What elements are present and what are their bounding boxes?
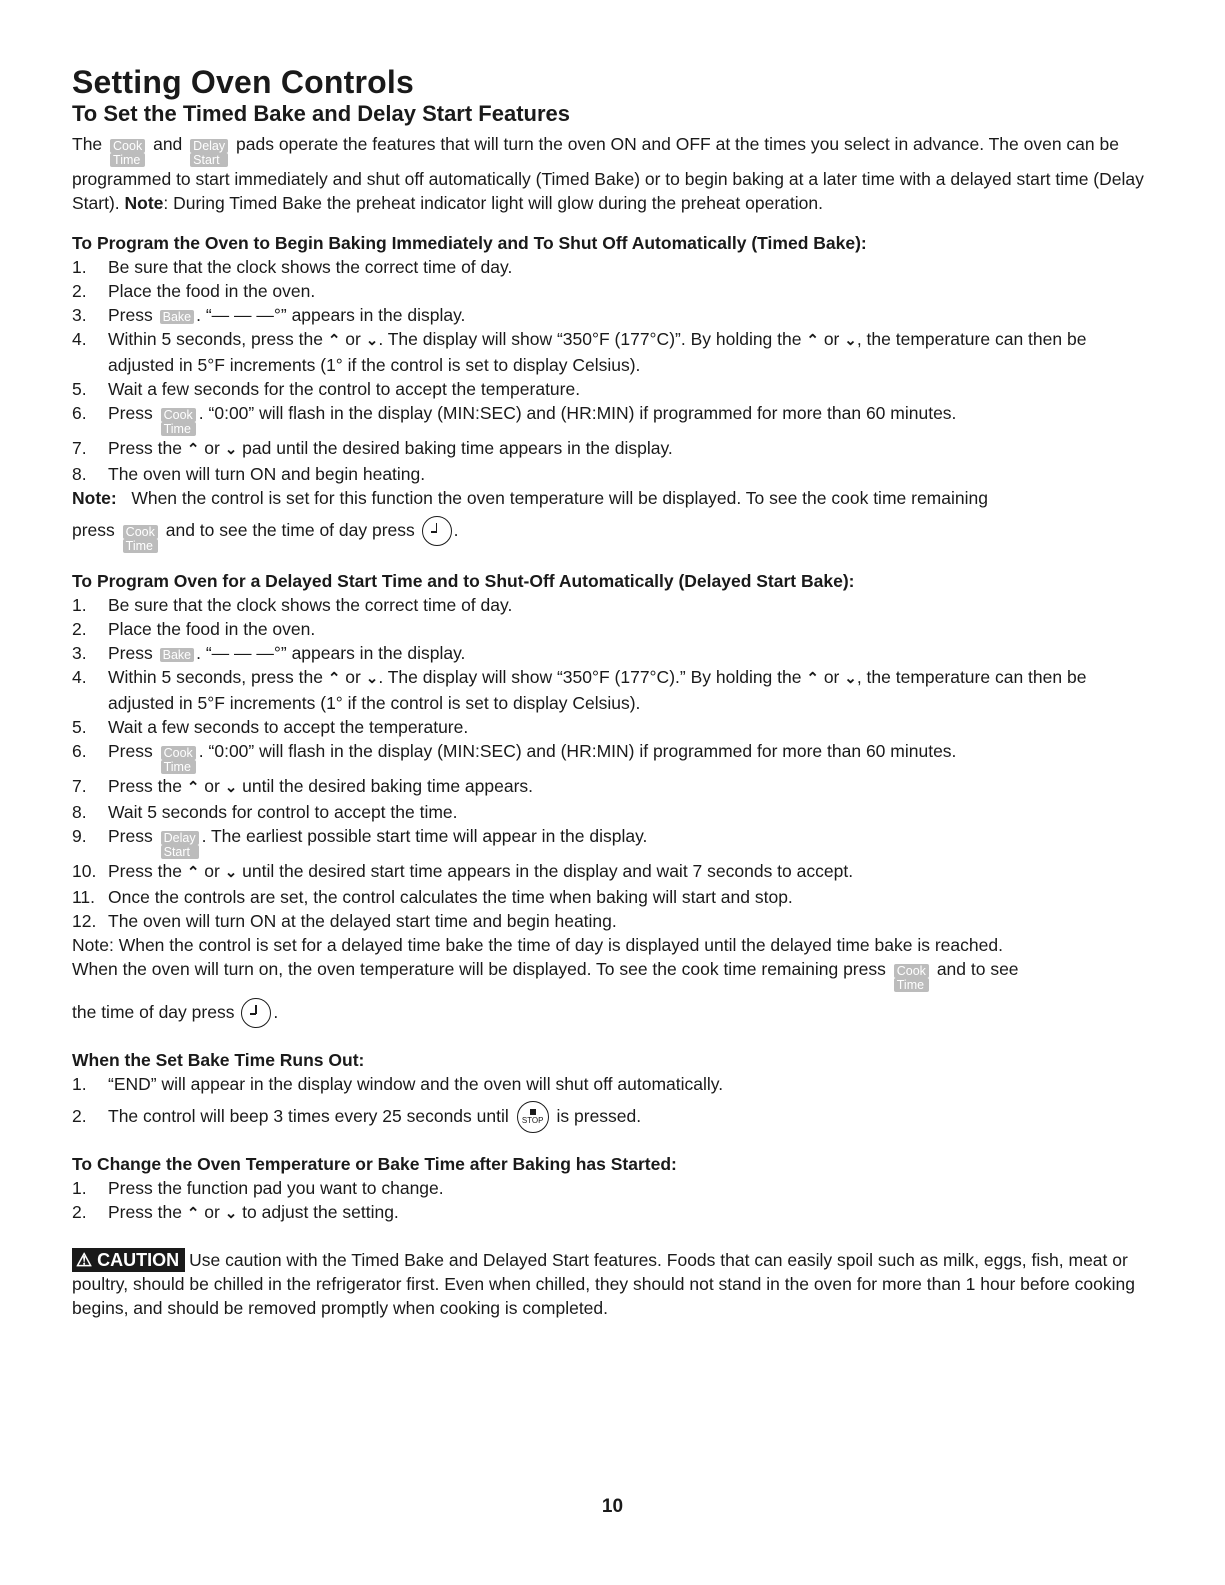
timed-bake-steps [72,255,1152,486]
list-item: 6. Press Cook Time . “0:00” will flash in the display (MIN:SEC) and (HR:MIN) if programmed for more than 60 minutes. [72,741,957,774]
intro-paragraph: The Cook Time and Delay Start pads operate the features that will turn the oven ON and OFF at the times you select in advance. The oven can be programmed to start immediately and shut off automatically (Timed Bake) or to begin baking at a later time with a delayed start time (Delay Start). Note: During Timed Bake the preheat indicator light will glow during the preheat operation. [72,134,1144,213]
warning-icon: ⚠ [76,1250,93,1270]
page-subtitle: To Set the Timed Bake and Delay Start Features [72,101,571,126]
list-item: 8. Wait 5 seconds for control to accept the time. [72,802,458,822]
clock-icon [241,998,271,1028]
delayed-note-1: Note: When the control is set for a delayed time bake the time of day is displayed until the delayed time bake is reached. [72,935,1003,955]
list-item: 7. Press the ⌃ or ⌄ until the desired baking time appears. [72,776,534,796]
up-arrow-icon: ⌃ [806,670,819,687]
delay-start-pad-icon: Delay Start [190,139,228,167]
list-item: 2. Press the ⌃ or ⌄ to adjust the setting. [72,1202,399,1222]
up-arrow-icon: ⌃ [186,1205,200,1222]
page-number: 10 [601,1496,624,1517]
up-arrow-icon: ⌃ [186,779,200,796]
caution-paragraph: ⚠ CAUTION Use caution with the Timed Bake and Delayed Start features. Foods that can easily spoil such as milk, eggs, fish, meat or poultry, should be chilled in the refrigerator first. Even when chilled, they should not stand in the oven for more than 1 hour before cooking begins, and should be removed promptly when cooking is completed. [72,1250,1135,1318]
clock-icon [422,516,452,546]
up-arrow-icon: ⌃ [327,670,341,687]
down-arrow-icon: ⌄ [224,864,238,881]
note-label: Note [124,193,164,213]
list-item: 1. Press the function pad you want to change. [72,1178,444,1198]
list-item: 5. Wait a few seconds for the control to accept the temperature. [72,379,581,399]
up-arrow-icon: ⌃ [186,441,200,458]
section-heading: To Change the Oven Temperature or Bake Time after Baking has Started: [72,1154,677,1174]
list-item: 8. The oven will turn ON and begin heating. [72,464,426,484]
list-item: 11. Once the controls are set, the control calculates the time when baking will start and stop. [72,887,793,907]
timed-bake-note: Note: When the control is set for this function the oven temperature will be displayed. To see the cook time remaining [72,488,988,508]
down-arrow-icon: ⌄ [365,332,379,349]
manual-page [72,64,1152,1320]
delayed-start-steps [72,593,1152,933]
delayed-note-3: the time of day press . [72,992,1152,1032]
section-heading: When the Set Bake Time Runs Out: [72,1050,365,1070]
cook-time-pad-icon: Cook Time [161,746,196,774]
down-arrow-icon: ⌄ [844,332,857,349]
list-item: 1. “END” will appear in the display window and the oven will shut off automatically. [72,1074,724,1094]
list-item: 4. Within 5 seconds, press the ⌃ or ⌄. The display will show “350°F (177°C)”. By holding the ⌃ or ⌄, the temperature can then be adjusted in 5°F increments (1° if the control is set to display Celsius). [72,329,1087,375]
list-item: 12. The oven will turn ON at the delayed start time and begin heating. [72,911,617,931]
bake-pad-icon: Bake [160,648,195,662]
cook-time-pad-icon: Cook Time [894,964,929,992]
list-item: 1. Be sure that the clock shows the correct time of day. [72,257,513,277]
change-temp-steps [72,1176,1152,1226]
cook-time-pad-icon: Cook Time [123,525,158,553]
delay-start-pad-icon: Delay Start [161,831,199,859]
list-item: 2. Place the food in the oven. [72,619,316,639]
up-arrow-icon: ⌃ [186,864,200,881]
up-arrow-icon: ⌃ [806,332,819,349]
time-runs-out-steps [72,1072,1152,1136]
caution-badge: ⚠ CAUTION [72,1248,185,1272]
down-arrow-icon: ⌄ [844,670,857,687]
list-item: 10. Press the ⌃ or ⌄ until the desired start time appears in the display and wait 7 seconds to accept. [72,861,854,881]
list-item: 9. Press Delay Start . The earliest possible start time will appear in the display. [72,826,648,859]
timed-bake-note-line2: press Cook Time and to see the time of day press . [72,510,1152,553]
cook-time-pad-icon: Cook Time [161,408,196,436]
down-arrow-icon: ⌄ [224,1205,238,1222]
down-arrow-icon: ⌄ [224,779,238,796]
list-item: 1. Be sure that the clock shows the correct time of day. [72,595,513,615]
list-item: 3. Press Bake . “— — —°” appears in the display. [72,643,466,663]
section-heading: To Program the Oven to Begin Baking Immediately and To Shut Off Automatically (Timed Bake): [72,233,867,253]
up-arrow-icon: ⌃ [327,332,341,349]
stop-icon: STOP [517,1101,549,1133]
list-item: 7. Press the ⌃ or ⌄ pad until the desired baking time appears in the display. [72,438,673,458]
cook-time-pad-icon: Cook Time [110,139,145,167]
bake-pad-icon: Bake [160,310,195,324]
list-item: 6. Press Cook Time . “0:00” will flash in the display (MIN:SEC) and (HR:MIN) if programmed for more than 60 minutes. [72,403,957,436]
list-item: 4. Within 5 seconds, press the ⌃ or ⌄. The display will show “350°F (177°C).” By holding the ⌃ or ⌄, the temperature can then be adjusted in 5°F increments (1° if the control is set to display Celsius). [72,667,1087,713]
page-title: Setting Oven Controls [72,64,414,100]
list-item: 2. The control will beep 3 times every 25 seconds until STOP is pressed. [72,1096,1152,1136]
down-arrow-icon: ⌄ [365,670,379,687]
down-arrow-icon: ⌄ [224,441,238,458]
section-heading: To Program Oven for a Delayed Start Time and to Shut-Off Automatically (Delayed Start Bake): [72,571,855,591]
list-item: 5. Wait a few seconds to accept the temperature. [72,717,469,737]
delayed-note-2: When the oven will turn on, the oven temperature will be displayed. To see the cook time remaining press Cook Time and to see [72,959,1019,992]
list-item: 3. Press Bake . “— — —°” appears in the display. [72,305,466,325]
list-item: 2. Place the food in the oven. [72,281,316,301]
